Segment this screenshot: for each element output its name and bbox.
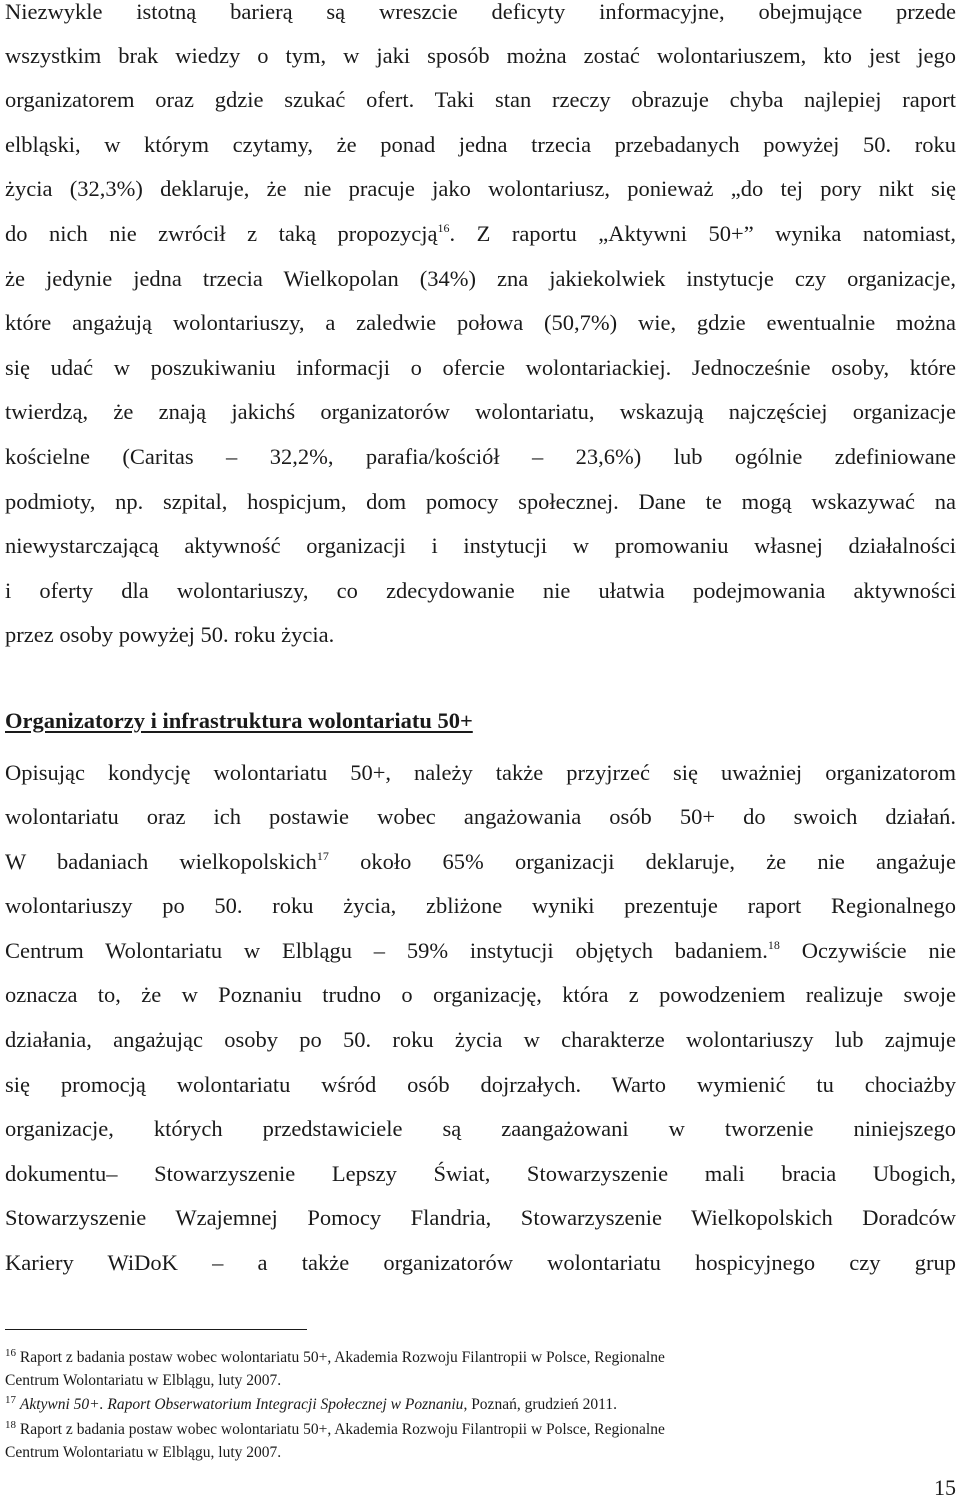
text-line: się udać w poszukiwaniu informacji o ofercie wolontariackiej. Jednocześnie osoby, które bbox=[5, 355, 956, 380]
text-line: przez osoby powyżej 50. roku życia. bbox=[5, 622, 335, 647]
text-line: i oferty dla wolontariuszy, co zdecydowanie nie ułatwia podejmowania aktywności bbox=[5, 578, 956, 603]
text-line: życia (32,3%) deklaruje, że nie pracuje jako wolontariusz, ponieważ „do tej pory nikt się bbox=[5, 176, 956, 201]
footnote-ref-18[interactable]: 18 bbox=[767, 938, 780, 952]
text-line: dokumentu– Stowarzyszenie Lepszy Świat, Stowarzyszenie mali bracia Ubogich, bbox=[5, 1161, 956, 1186]
text-line: Opisując kondycję wolontariatu 50+, należy także przyjrzeć się uważniej organizatorom bbox=[5, 760, 956, 785]
footnote-ref-16[interactable]: 16 bbox=[437, 221, 450, 235]
text-line: Kariery WiDoK – a także organizatorów wolontariatu hospicyjnego czy grup bbox=[5, 1250, 956, 1275]
text-line: elbląski, w którym czytamy, że ponad jedna trzecia przebadanych powyżej 50. roku bbox=[5, 132, 956, 157]
footnote-16: $^{16}$ Raport z badania postaw wobec wolontariatu 50+, Akademia Rozwoju Filantropii w Polsce, Regionalne bbox=[5, 1347, 665, 1366]
text-line: twierdzą, że znają jakichś organizatorów wolontariatu, wskazują najczęściej organizacje bbox=[5, 399, 956, 424]
text-line: wolontariuszy po 50. roku życia, zbliżone wyniki prezentuje raport Regionalnego bbox=[5, 893, 956, 918]
text-line: które angażują wolontariuszy, a zaledwie połowa (50,7%) wie, gdzie ewentualnie można bbox=[5, 310, 956, 335]
text-line: organizacje, których przedstawiciele są zaangażowani w tworzenie niniejszego bbox=[5, 1116, 956, 1141]
footnote-17: $^{17}$ Aktywni 50+. Raport Obserwatorium Integracji Społecznej w Poznaniu, Poznań, grudzień 2011. bbox=[5, 1394, 617, 1413]
text-line: że jedynie jedna trzecia Wielkopolan (34%) zna jakiekolwiek instytucje czy organizacje, bbox=[5, 266, 956, 291]
text-line: Stowarzyszenie Wzajemnej Pomocy Flandria, Stowarzyszenie Wielkopolskich Doradców bbox=[5, 1205, 956, 1230]
section-heading: Organizatorzy i infrastruktura wolontariatu 50+ bbox=[5, 708, 473, 733]
text-line-with-footnote-ref: W badaniach wielkopolskich$^{17}$ około 65% organizacji deklaruje, że nie angażuje bbox=[5, 849, 956, 874]
footnote-18-continued: Centrum Wolontariatu w Elblągu, luty 2007. bbox=[5, 1444, 282, 1461]
text-line-with-footnote-ref: do nich nie zwrócił z taką propozycją$^{16}$. Z raportu „Aktywni 50+” wynika natomiast, bbox=[5, 221, 956, 246]
text-line: działania, angażując osoby po 50. roku życia w charakterze wolontariuszy lub zajmuje bbox=[5, 1027, 956, 1052]
text-line-with-footnote-ref: Centrum Wolontariatu w Elblągu – 59% instytucji objętych badaniem.$^{18}$ Oczywiście nie bbox=[5, 938, 956, 963]
footnote-separator bbox=[5, 1329, 307, 1330]
footnote-16-continued: Centrum Wolontariatu w Elblągu, luty 2007. bbox=[5, 1372, 282, 1389]
text-line: wszystkim brak wiedzy o tym, w jaki sposób można zostać wolontariuszem, kto jest jego bbox=[5, 43, 956, 68]
text-line: Niezwykle istotną barierą są wreszcie deficyty informacyjne, obejmujące przede bbox=[5, 0, 956, 24]
text-line: kościelne (Caritas – 32,2%, parafia/kościół – 23,6%) lub ogólnie zdefiniowane bbox=[5, 444, 956, 469]
text-line: oznacza to, że w Poznaniu trudno o organizację, która z powodzeniem realizuje swoje bbox=[5, 982, 956, 1007]
text-line: niewystarczającą aktywność organizacji i instytucji w promowaniu własnej działalności bbox=[5, 533, 956, 558]
page-number: 15 bbox=[934, 1475, 956, 1500]
text-line: wolontariatu oraz ich postawie wobec angażowania osób 50+ do swoich działań. bbox=[5, 804, 956, 829]
footnote-ref-17[interactable]: 17 bbox=[316, 849, 329, 863]
text-line: się promocją wolontariatu wśród osób dojrzałych. Warto wymienić tu chociażby bbox=[5, 1072, 956, 1097]
text-line: podmioty, np. szpital, hospicjum, dom pomocy społecznej. Dane te mogą wskazywać na bbox=[5, 489, 956, 514]
footnote-18: $^{18}$ Raport z badania postaw wobec wolontariatu 50+, Akademia Rozwoju Filantropii w Polsce, Regionalne bbox=[5, 1419, 665, 1438]
text-line: organizatorem oraz gdzie szukać ofert. Taki stan rzeczy obrazuje chyba najlepiej raport bbox=[5, 87, 956, 112]
